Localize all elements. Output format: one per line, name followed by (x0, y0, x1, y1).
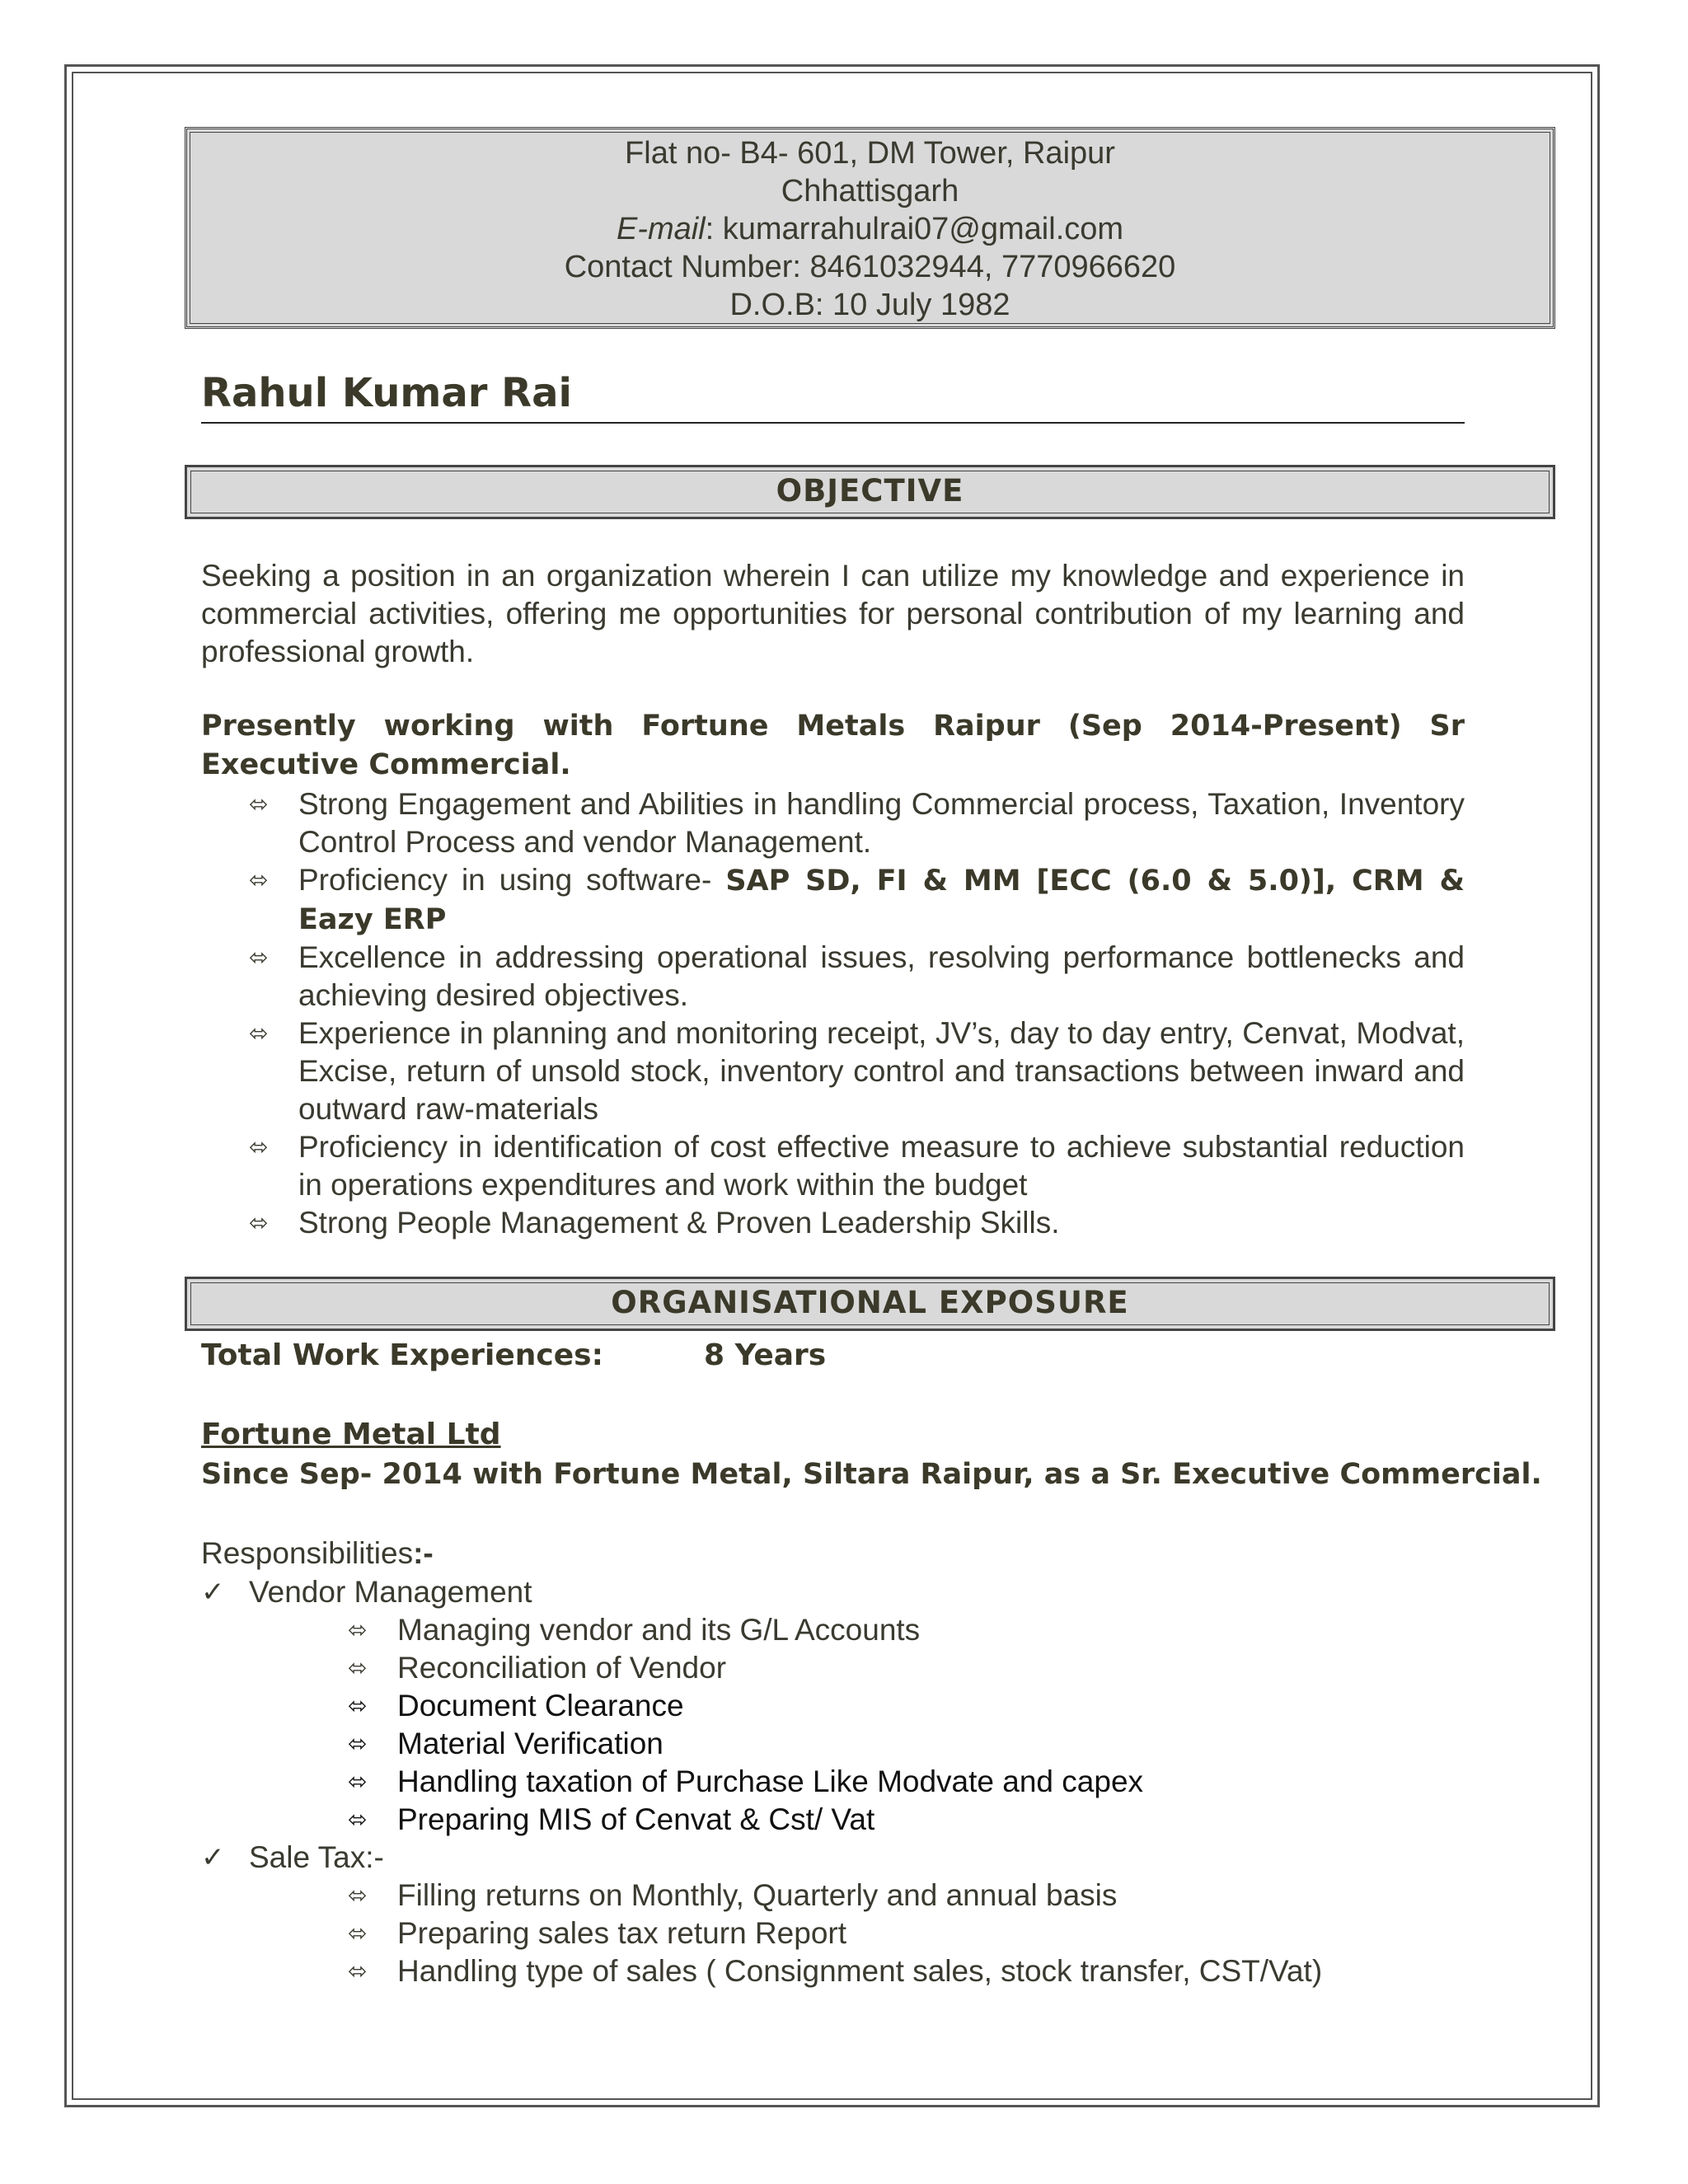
list-item: ⬄ Preparing sales tax return Report (201, 1915, 1520, 1952)
arrow-bullet-icon: ⬄ (348, 1957, 368, 1985)
address-line-2: Chhattisgarh (781, 174, 959, 209)
list-item: ⬄ Preparing MIS of Cenvat & Cst/ Vat (201, 1801, 1520, 1839)
total-experience-label: Total Work Experiences: (201, 1338, 603, 1372)
highlight-item: ⬄ Proficiency in using software- SAP SD, FI & MM [ECC (6.0 & 5.0)], CRM & Eazy ERP (249, 863, 1465, 936)
arrow-bullet-icon: ⬄ (249, 1133, 269, 1160)
arrow-bullet-icon: ⬄ (348, 1730, 368, 1757)
present-position: Presently working with Fortune Metals Raipur (Sep 2014-Present) Sr Executive Commercial. (201, 710, 1465, 781)
arrow-bullet-icon: ⬄ (348, 1806, 368, 1833)
arrow-bullet-icon: ⬄ (249, 944, 269, 971)
highlights-list (201, 785, 1465, 1242)
organisational-exposure-heading: ORGANISATIONAL EXPOSURE (185, 1277, 1555, 1331)
candidate-name: Rahul Kumar Rai (201, 369, 1465, 424)
contact-header (185, 127, 1555, 329)
total-experience (201, 1337, 827, 1375)
email-line (187, 210, 1553, 248)
email-address: : kumarrahulrai07@gmail.com (705, 212, 1124, 246)
total-experience-value: 8 Years (704, 1338, 827, 1372)
address-line-1: Flat no- B4- 601, DM Tower, Raipur (625, 136, 1115, 171)
objective-heading: OBJECTIVE (185, 465, 1555, 519)
list-item: ⬄ Document Clearance (201, 1687, 1520, 1725)
company-name: Fortune Metal Ltd (201, 1418, 501, 1451)
list-item: ⬄ Material Verification (201, 1725, 1520, 1763)
list-item: ⬄ Handling taxation of Purchase Like Modvate and capex (201, 1763, 1520, 1801)
list-item: ⬄ Filling returns on Monthly, Quarterly and annual basis (201, 1877, 1520, 1915)
list-item: ⬄ Handling type of sales ( Consignment sales, stock transfer, CST/Vat) (201, 1952, 1520, 1990)
vendor-tasks-list (201, 1611, 1520, 1839)
contact-number: Contact Number: 8461032944, 7770966620 (564, 250, 1176, 284)
arrow-bullet-icon: ⬄ (348, 1882, 368, 1909)
objective-text: Seeking a position in an organization wherein I can utilize my knowledge and experience in commercial activities, offering me opportunities for personal contribution of my learning and professional growth. (201, 559, 1465, 668)
highlight-item: ⬄ Strong Engagement and Abilities in handling Commercial process, Taxation, Inventory Control Process and vendor Management. (249, 787, 1465, 859)
arrow-bullet-icon: ⬄ (348, 1919, 368, 1947)
employment-since: Since Sep- 2014 with Fortune Metal, Siltara Raipur, as a Sr. Executive Commercial. (201, 1458, 1542, 1491)
highlight-item: ⬄ Excellence in addressing operational issues, resolving performance bottlenecks and achieving desired objectives. (249, 940, 1465, 1012)
sale-tax-section (201, 1839, 1520, 1990)
checkmark-icon: ✓ (201, 1841, 225, 1874)
software-list: SAP SD, FI & MM [ECC (6.0 & 5.0)], CRM & Eazy ERP (298, 865, 1465, 936)
arrow-bullet-icon: ⬄ (249, 790, 269, 818)
arrow-bullet-icon: ⬄ (348, 1616, 368, 1643)
highlight-item: ⬄ Experience in planning and monitoring receipt, JV’s, day to day entry, Cenvat, Modvat, Excise, return of unsold stock, inventory control and transactions between inward and outward raw-materials (249, 1016, 1465, 1126)
arrow-bullet-icon: ⬄ (348, 1654, 368, 1681)
vendor-management-section (201, 1573, 1520, 1839)
email-label: E-mail (616, 212, 706, 246)
arrow-bullet-icon: ⬄ (249, 866, 269, 893)
arrow-bullet-icon: ⬄ (249, 1019, 269, 1047)
highlight-item: ⬄ Proficiency in identification of cost effective measure to achieve substantial reduction in operations expenditures and work within the budget (249, 1130, 1465, 1202)
list-item: ⬄ Managing vendor and its G/L Accounts (201, 1611, 1520, 1649)
sale-tax-heading: ✓ Sale Tax:- (201, 1839, 1520, 1877)
vendor-management-heading: ✓ Vendor Management (201, 1573, 1520, 1611)
arrow-bullet-icon: ⬄ (348, 1692, 368, 1719)
list-item: ⬄ Reconciliation of Vendor (201, 1649, 1520, 1687)
sale-tax-tasks-list (201, 1877, 1520, 1990)
checkmark-icon: ✓ (201, 1576, 225, 1609)
arrow-bullet-icon: ⬄ (249, 1209, 269, 1236)
highlight-item: ⬄ Strong People Management & Proven Leadership Skills. (201, 1204, 1465, 1242)
date-of-birth: D.O.B: 10 July 1982 (729, 288, 1010, 322)
responsibilities-label: Responsibilities:- (201, 1536, 434, 1570)
arrow-bullet-icon: ⬄ (348, 1768, 368, 1795)
